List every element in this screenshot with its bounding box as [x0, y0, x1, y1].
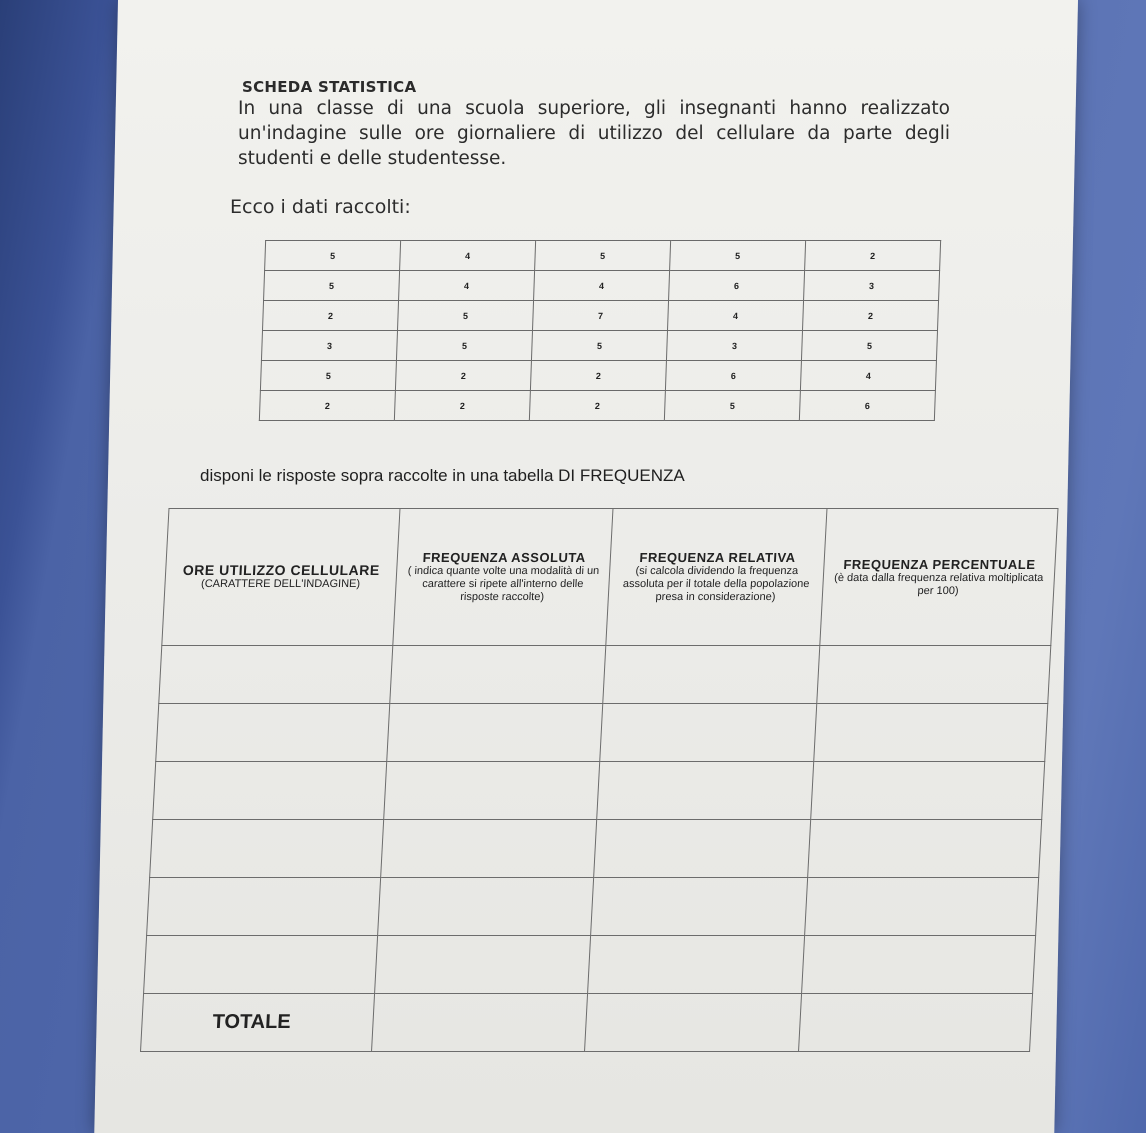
frequency-row: [150, 820, 1042, 878]
frequency-cell[interactable]: [588, 936, 804, 994]
worksheet-heading: SCHEDA STATISTICA: [242, 78, 417, 96]
data-cell: 6: [665, 361, 801, 391]
instruction-text: disponi le risposte sopra raccolte in una tabella DI FREQUENZA: [200, 466, 685, 485]
data-row: [263, 301, 939, 331]
data-row: [265, 241, 941, 271]
header-note: (si calcola dividendo la frequenza assoluta per il totale della popolazione presa in considerazione): [622, 565, 810, 603]
data-cell: 5: [531, 331, 667, 361]
data-row: [259, 391, 935, 421]
data-cell: 2: [259, 391, 395, 421]
frequency-cell[interactable]: [817, 646, 1051, 704]
frequency-cell[interactable]: [811, 762, 1045, 820]
frequency-cell[interactable]: [144, 936, 378, 994]
total-cell[interactable]: [798, 994, 1032, 1052]
frequency-cell[interactable]: [603, 646, 819, 704]
data-cell: 4: [399, 271, 535, 301]
header-title: ORE UTILIZZO CELLULARE: [182, 562, 381, 578]
data-cell: 5: [670, 241, 806, 271]
frequency-cell[interactable]: [591, 878, 807, 936]
data-row: [260, 361, 936, 391]
data-cell: 3: [261, 331, 397, 361]
data-row: [261, 331, 937, 361]
data-cell: 5: [264, 271, 400, 301]
header-ore-utilizzo: [162, 509, 400, 646]
total-label: TOTALE: [141, 994, 375, 1052]
data-cell: 2: [530, 361, 666, 391]
data-cell: 4: [534, 271, 670, 301]
data-cell: 5: [535, 241, 671, 271]
header-frequenza-relativa: [606, 509, 827, 646]
frequency-table-header-row: [162, 509, 1058, 646]
frequency-cell[interactable]: [594, 820, 810, 878]
frequency-cell[interactable]: [807, 820, 1041, 878]
data-cell: 2: [529, 391, 665, 421]
data-cell: 6: [799, 391, 935, 421]
frequency-cell[interactable]: [375, 936, 591, 994]
frequency-row: [153, 762, 1045, 820]
frequency-cell[interactable]: [150, 820, 384, 878]
frequency-row: [159, 646, 1051, 704]
data-cell: 2: [263, 301, 399, 331]
data-cell: 3: [666, 331, 802, 361]
frequency-row: [156, 704, 1048, 762]
data-cell: 2: [395, 361, 531, 391]
data-cell: 5: [801, 331, 937, 361]
data-cell: 5: [398, 301, 534, 331]
data-cell: 4: [668, 301, 804, 331]
frequency-cell[interactable]: [804, 878, 1038, 936]
frequency-cell[interactable]: [597, 762, 813, 820]
frequency-row: [147, 878, 1039, 936]
header-title: FREQUENZA ASSOLUTA: [422, 550, 587, 565]
frequency-cell[interactable]: [381, 820, 597, 878]
frequency-cell[interactable]: [387, 704, 603, 762]
data-cell: 2: [394, 391, 530, 421]
data-cell: 5: [260, 361, 396, 391]
frequency-cell[interactable]: [384, 762, 600, 820]
header-frequenza-percentuale: [820, 509, 1058, 646]
header-title: FREQUENZA PERCENTUALE: [843, 556, 1036, 572]
data-cell: 2: [805, 241, 941, 271]
data-cell: 3: [804, 271, 940, 301]
header-title: FREQUENZA RELATIVA: [639, 550, 797, 565]
total-row: [141, 994, 1033, 1052]
intro-paragraph: In una classe di una scuola superiore, gli insegnanti hanno realizzato un'indagine sulle ore giornaliere di utilizzo del cellulare da parte degli studenti e delle studentesse.: [238, 98, 950, 169]
frequency-table: [140, 508, 1059, 1052]
data-cell: 5: [396, 331, 532, 361]
frequency-cell[interactable]: [378, 878, 594, 936]
total-cell[interactable]: [372, 994, 588, 1052]
frequency-row: [144, 936, 1036, 994]
data-row: [264, 271, 940, 301]
data-cell: 4: [400, 241, 536, 271]
data-cell: 2: [803, 301, 939, 331]
collected-data-label: Ecco i dati raccolti:: [230, 196, 411, 218]
header-frequenza-assoluta: [393, 509, 614, 646]
header-note: (CARATTERE DELL'INDAGINE): [200, 578, 361, 590]
total-cell[interactable]: [585, 994, 801, 1052]
frequency-cell[interactable]: [147, 878, 381, 936]
raw-data-table: [259, 240, 941, 421]
frequency-cell[interactable]: [153, 762, 387, 820]
frequency-cell[interactable]: [801, 936, 1035, 994]
frequency-cell[interactable]: [159, 646, 393, 704]
data-cell: 6: [669, 271, 805, 301]
data-cell: 7: [533, 301, 669, 331]
header-note: ( indica quante volte una modalità di un carattere si ripete all'interno delle risposte raccolte): [407, 565, 600, 603]
frequency-cell[interactable]: [156, 704, 390, 762]
data-cell: 4: [800, 361, 936, 391]
data-cell: 5: [664, 391, 800, 421]
frequency-cell[interactable]: [390, 646, 606, 704]
frequency-cell[interactable]: [600, 704, 816, 762]
data-cell: 5: [265, 241, 401, 271]
frequency-cell[interactable]: [814, 704, 1048, 762]
header-note: (è data dalla frequenza relativa moltiplicata per 100): [833, 571, 1044, 597]
